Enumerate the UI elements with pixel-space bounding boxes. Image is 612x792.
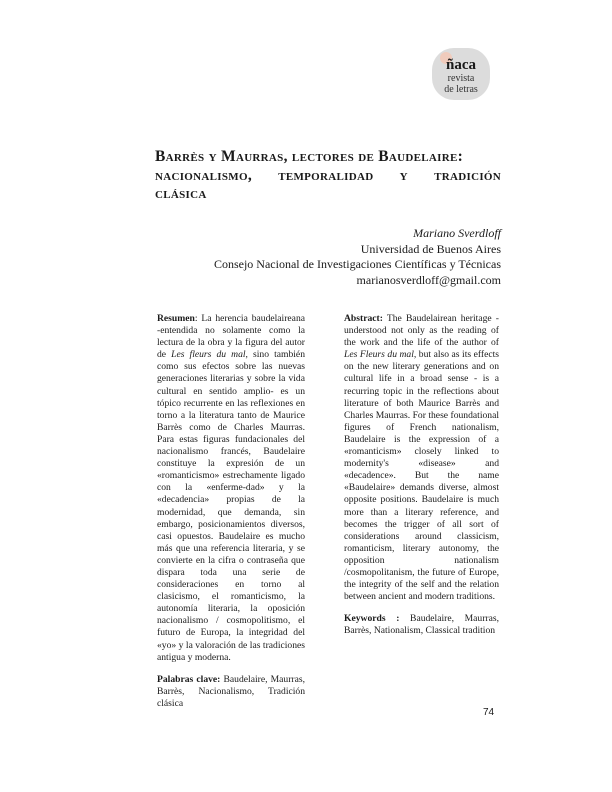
author-name: Mariano Sverdloff (413, 226, 501, 240)
logo-subtitle-2: de letras (444, 84, 478, 95)
logo-subtitle-1: revista (447, 73, 475, 84)
title-line-1: Barrès y Maurras, lectores de Baudelaire: (155, 148, 464, 165)
logo-brand-text: ñaca (446, 57, 476, 73)
author-block (141, 226, 501, 288)
resumen-label: Resumen (157, 313, 195, 324)
palabras-clave-paragraph (157, 674, 305, 710)
keywords-label: Keywords : (344, 613, 400, 625)
keywords-list: Baudelaire, Maurras, Barrès, Nationalism, Classical tradition (344, 613, 499, 637)
abstract-spanish (157, 313, 305, 710)
author-affiliation-university: Universidad de Buenos Aires (360, 241, 501, 256)
keywords-paragraph (344, 613, 499, 637)
abstract-text-part1: The Baudelairean heritage -understood not only as the reading of the work and the life of the author of (344, 313, 499, 349)
journal-logo (428, 46, 494, 104)
author-affiliation-council: Consejo Nacional de Investigaciones Científicas y Técnicas (213, 257, 501, 271)
title-line-2: nacionalismo, temporalidad y tradición (155, 166, 501, 184)
abstract-english (344, 313, 499, 637)
abstract-label: Abstract: (344, 313, 383, 324)
article-title (155, 148, 501, 204)
resumen-work-title: Les fleurs du mal (171, 349, 246, 361)
journal-logo-graphic (428, 46, 494, 104)
title-line-3: clásica (155, 185, 207, 202)
resumen-text-part2: , sino también como sus efectos sobre las nuevas generaciones literarias y sobre la vida cultural en sentido amplio- es un tópico recurrente en las reflexiones en torno a la literatura tanto de Maurice Barrès como de Charles Maurras. Para estas figuras fundacionales del nacionalismo francés, Baudelaire constituye la expresión de un «romanticismo» estrechamente ligado con la «enferme-dad» y la «decadencia» propias de la modernidad, que demanda, sin embargo, posicionamientos diversos, casi opuestos. Baudelaire es mucho más que una referencia literaria, y se convierte en la cifra o contraseña que dispara toda una serie de consideraciones en torno al clasicismo, el romanticismo, la autonomía literaria, la oposición nacionalismo / cosmopolitismo, el futuro de Europa, la integridad del «yo» y la valoración de las tradiciones antigua y moderna. (157, 349, 305, 663)
palabras-clave-label: Palabras clave: (157, 673, 221, 685)
resumen-text-part1: : La herencia baudelaireana -entendida no solamente como la lectura de la obra y la figura del autor de (157, 313, 305, 361)
abstract-work-title: Les Fleurs du mal (344, 349, 414, 361)
author-email[interactable]: marianosverdloff@gmail.com (356, 272, 501, 287)
resumen-paragraph (157, 313, 305, 664)
abstract-text-part2: , but also as its effects on the new literary generations and on cultural life in a broad sense - is a recurring topic in the reflections about literature of both Maurice Barrès and Charles Maurras. For these foundational figures of French nationalism, Baudelaire is the expression of a «romanticism» closely linked to modernity's «disease» and «decadence». But the name «Baudelaire» demands diverse, almost opposite positions. Baudelaire is much more than a literary reference, and becomes the trigger of all sort of considerations around classicism, romanticism, literary autonomy, the opposition nationalism /cosmopolitanism, the future of Europe, the integrity of the self and the relation between ancient and modern traditions. (344, 349, 499, 603)
page-number: 74 (483, 707, 495, 718)
palabras-clave-list: Baudelaire, Maurras, Barrès, Nacionalismo, Tradición clásica (157, 673, 305, 709)
abstract-paragraph (344, 313, 499, 603)
